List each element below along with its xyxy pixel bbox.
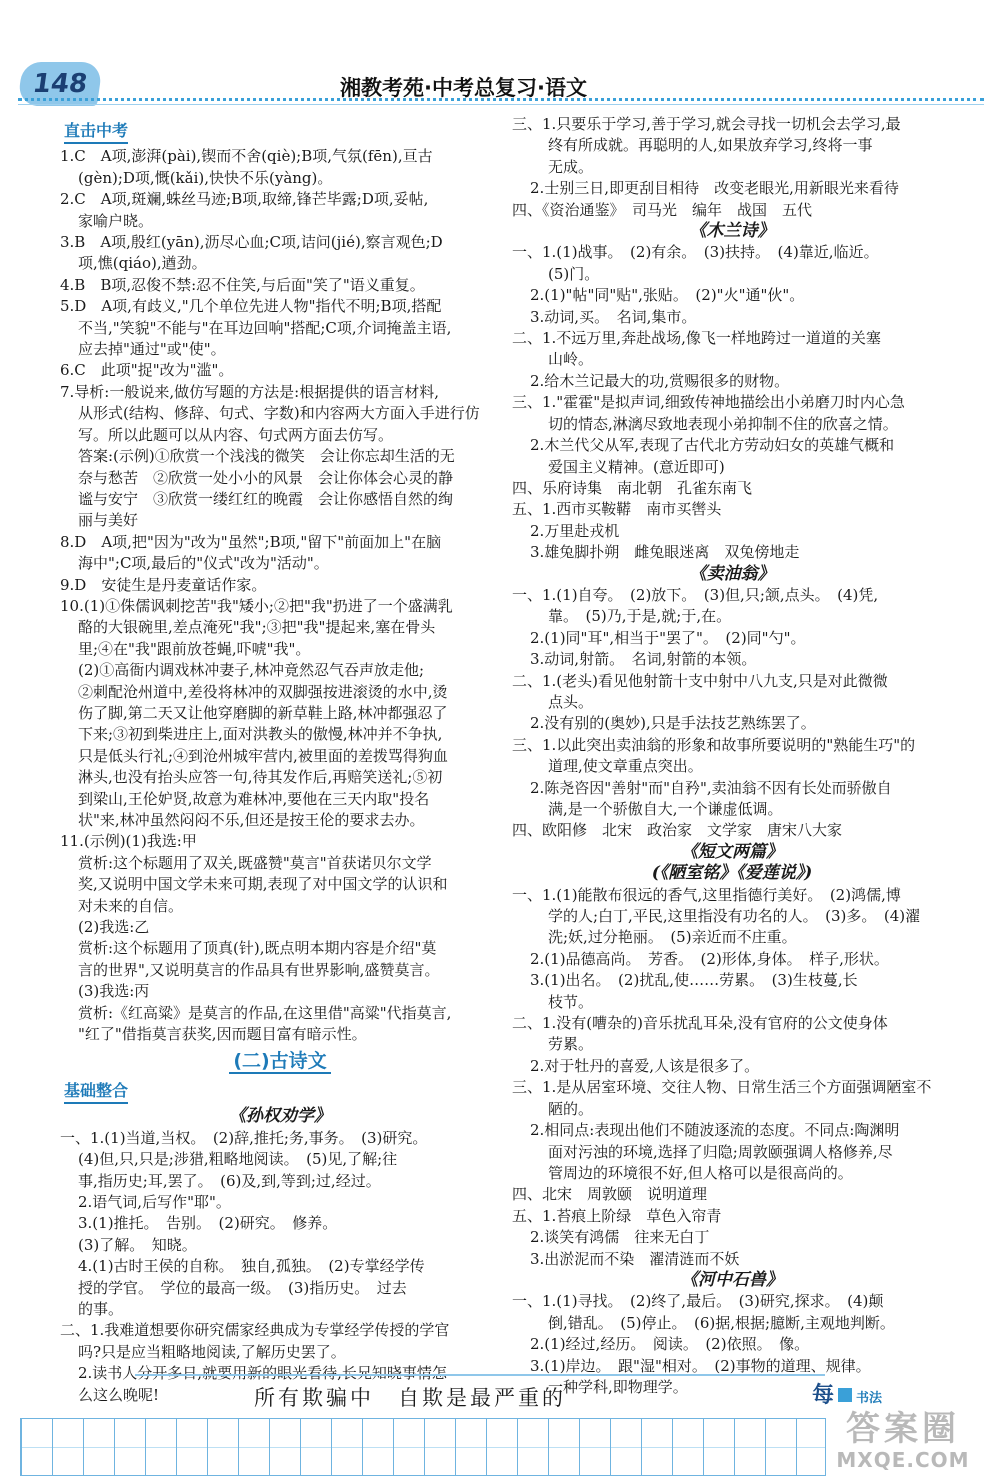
answer-line: 山岭。 [548,350,594,369]
section-heading-jichu: 基础整合 [64,1080,500,1104]
answer-line: 10.(1)①侏儒讽刺挖苦"我"矮小;②把"我"扔进了一个盛满乳 [60,596,453,615]
answer-line: 对未来的自信。 [78,896,184,915]
answer-line: 的事。 [78,1299,124,1318]
answer-line: 丽与美好 [78,511,139,530]
answer-list-sunquan-cont [512,114,952,221]
answer-line: 3.出淤泥而不染 濯清涟而不妖 [530,1249,740,1268]
answer-line: 二、1.(老头)看见他射箭十支中射中八九支,只是对此微微 [512,671,888,690]
answer-line: 么这么晚呢! [78,1385,160,1404]
footer-motto: 所有欺骗中 自欺是最严重的 [254,1386,566,1410]
answer-line: 二、1.不远万里,奔赴战场,像飞一样地跨过一道道的关塞 [512,329,881,348]
left-column [60,118,500,1406]
answer-line: 答案:(示例)①欣赏一个浅浅的微笑 会让你忘却生活的无 [78,447,455,466]
answer-line: 2.C A项,斑斓,蛛丝马迹;B项,取缔,锋芒毕露;D项,妥帖, [60,190,429,209]
answer-line: 状"来,林冲虽然闷闷不乐,但还是按王伦的要求去办。 [78,811,425,829]
footer-divider [135,1374,825,1376]
answer-line: 4.B B项,忍俊不禁:忍不住笑,与后面"笑了"语义重复。 [60,275,425,294]
book-title: 湘教考苑·中考总复习·语文 [340,76,587,100]
answer-line: 四、乐府诗集 南北朝 孔雀东南飞 [512,478,753,497]
answer-line: 8.D A项,把"因为"改为"虽然";B项,"留下"前面加上"在脑 [60,532,442,551]
answer-line: 切的情态,淋漓尽致地表现小弟抑制不住的欣喜之情。 [548,414,898,433]
answer-line: 劳累。 [548,1035,594,1054]
answer-line: 项,憔(qiáo),遒劲。 [78,254,207,273]
answer-line: 奖,又说明中国文学未来可期,表现了对中国文学的认识和 [78,875,448,894]
answer-line: 奈与愁苦 ②欣赏一处小小的风景 会让你体会心灵的静 [78,468,454,487]
answer-line: 道理,使文章重点突出。 [548,757,703,776]
answer-line: ②刺配沧州道中,差役将林冲的双脚强按进滚烫的水中,烫 [78,682,448,701]
answer-line: 2.给木兰记最大的功,赏赐很多的财物。 [530,371,790,390]
answer-line: 三、1.只要乐于学习,善于学习,就会寻找一切机会去学习,最 [512,115,901,133]
answer-line: "红了"借指莫言获奖,因而题目富有暗示性。 [78,1025,367,1044]
answer-line: 从形式(结构、修辞、句式、字数)和内容两大方面入手进行仿 [78,404,480,423]
answer-line: 一种学科,即物理学。 [548,1377,688,1396]
answer-line: 3.(1)出名。 (2)扰乱,使……劳累。 (3)生枝蔓,长 [530,971,858,990]
answer-line: 4.(1)古时王侯的自称。 独自,孤独。 (2)专掌经学传 [78,1257,425,1276]
answer-line: 2.谈笑有鸿儒 往来无白丁 [530,1228,710,1247]
chapter-title: (二)古诗文 [60,1051,500,1073]
right-column [512,114,952,1398]
answer-line: 五、1.西市买鞍鞯 南市买辔头 [512,500,722,519]
answer-line: 11.(示例)(1)我选:甲 [60,832,197,851]
answer-line: (4)但,只,只是;涉猎,粗略地阅读。 (5)见,了解;往 [78,1150,398,1169]
header-divider [18,98,984,101]
answer-line: 2.木兰代父从军,表现了古代北方劳动妇女的英雄气概和 [530,436,895,455]
answer-line: (3)了解。 知晓。 [78,1235,197,1254]
answer-line: 枝节。 [548,992,594,1011]
answer-line: 2.(1)"帖"同"贴",张贴。 (2)"火"通"伙"。 [530,286,805,305]
answer-line: 终有所成就。再聪明的人,如果放弃学习,终将一事 [548,136,873,155]
answer-line: (5)门。 [548,264,600,283]
answer-line: 爱国主义精神。(意近即可) [548,457,725,476]
answer-line: 2.读书人分开多日,就要用新的眼光看待,长兄知晓事情怎 [78,1364,447,1383]
answer-line: 三、1.是从居室环境、交往人物、日常生活三个方面强调陋室不 [512,1078,932,1097]
answer-line: 倒,错乱。 (5)停止。 (6)据,根据;臆断,主观地判断。 [548,1313,895,1332]
answer-line: 二、1.我难道想要你研究儒家经典成为专掌经学传授的学官 [60,1321,450,1340]
answer-line: 下来;③初到柴进庄上,面对洪教头的傲慢,林冲并不争执, [78,725,443,744]
answer-line: 伤了脚,第二天又让他穿磨脚的新草鞋上路,林冲都强忍了 [78,703,448,722]
lesson-title-hezhong: 《河中石兽》 [681,1269,783,1290]
answer-line: 四、北宋 周敦颐 说明道理 [512,1185,708,1204]
section-heading-zhiji: 直击中考 [64,120,500,144]
answer-line: 2.对于牡丹的喜爱,人该是很多了。 [530,1056,760,1075]
answer-line: 赏析:这个标题用了双关,既盛赞"莫言"首获诺贝尔文学 [78,853,432,872]
answer-line: 学的人;白丁,平民,这里指没有功名的人。 (3)多。 (4)濯 [548,907,921,926]
page-footer [0,1374,1000,1484]
answer-line: 无成。 [548,157,594,176]
answer-line: 淋头,也没有抬头应答一句,待其发作后,再赔笑送礼;⑤初 [78,768,443,787]
answer-line: 2.语气词,后写作"耶"。 [78,1192,231,1211]
answer-line: 一、1.(1)能散布很远的香气,这里指德行美好。 (2)鸿儒,博 [512,885,901,904]
answer-line: 点头。 [548,692,594,711]
answer-line: 2.万里赴戎机 [530,521,620,540]
answer-line: 满,是一个骄傲自大,一个谦虚低调。 [548,800,783,818]
answer-line: 2.士别三日,即更刮目相待 改变老眼光,用新眼光来看待 [530,179,899,198]
lesson-title-sunquan: 《孙权劝学》 [229,1106,331,1127]
answer-list-duanwen [512,885,952,1270]
answer-line: 3.动词,射箭。 名词,射箭的本领。 [530,650,757,669]
brand-logo: 每 书法 [812,1383,883,1408]
answer-line: 写。所以此题可以从内容、句式两方面去仿写。 [78,425,394,444]
page-header [0,0,1000,110]
answer-line: 四、《资治通鉴》 司马光 编年 战国 五代 [512,200,813,219]
answer-line: 2.(1)同"耳",相当于"罢了"。 (2)同"勺"。 [530,628,806,647]
answer-line: 三、1.以此突出卖油翁的形象和故事所要说明的"熟能生巧"的 [512,735,916,754]
answer-line: 2.相同点:表现出他们不随波逐流的态度。不同点:陶渊明 [530,1121,900,1140]
answer-line: 酪的大银碗里,差点淹死"我";③把"我"提起来,塞在骨头 [78,618,436,637]
answer-line: 四、欧阳修 北宋 政治家 文学家 唐宋八大家 [512,821,843,840]
answer-line: 二、1.没有(嘈杂的)音乐扰乱耳朵,没有官府的公文使身体 [512,1014,888,1033]
answer-line: (2)①高衙内调戏林冲妻子,林冲竟然忍气吞声放走他; [78,661,425,680]
answer-line: 家喻户晓。 [78,211,154,230]
answer-line: 陋的。 [548,1099,594,1118]
answer-line: 赏析:这个标题用了顶真(针),既点明本期内容是介绍"莫 [78,939,437,958]
answer-line: 一、1.(1)战事。 (2)有余。 (3)扶持。 (4)靠近,临近。 [512,243,879,262]
watermark: 答案圈 MXQE.COM [836,1409,970,1472]
answer-line: 3.(1)岸边。 跟"湿"相对。 (2)事物的道理、规律。 [530,1356,871,1375]
answer-line: 到梁山,王伦妒贤,故意为难林冲,要他在三天内取"投名 [78,789,430,808]
answer-line: 2.(1)品德高尚。 芳香。 (2)形体,身体。 样子,形状。 [530,949,889,968]
answer-line: 1.C A项,澎湃(pài),锲而不舍(qiè);B项,气氛(fēn),亘古 [60,147,433,166]
answer-line: (2)我选:乙 [78,918,150,937]
page-number: 148 [17,62,103,106]
answer-line: 3.雄兔脚扑朔 雌兔眼迷离 双兔傍地走 [530,543,800,562]
lesson-title-duanwen: 《短文两篇》 [681,841,783,862]
answer-line: 事,指历史;耳,罢了。 (6)及,到,等到;过,经过。 [78,1171,381,1190]
answer-line: 5.D A项,有歧义,"几个单位先进人物"指代不明;B项,搭配 [60,297,442,316]
answer-list-maiyou [512,585,952,842]
answer-line: 2.陈尧咨因"善射"而"自矜",卖油翁不因有长处而骄傲自 [530,778,892,797]
answer-line: 一、1.(1)自夸。 (2)放下。 (3)但,只;颔,点头。 (4)凭, [512,585,879,604]
answer-line: 靠。 (5)乃,于是,就;于,在。 [548,607,732,626]
answer-line: 3.(1)推托。 告别。 (2)研究。 修养。 [78,1214,338,1233]
answer-list-sunquan [60,1128,500,1406]
answer-line: 三、1."霍霍"是拟声词,细致传神地描绘出小弟磨刀时内心急 [512,393,905,412]
answer-line: 9.D 安徒生是丹麦童话作家。 [60,575,267,594]
answer-list-mulan [512,242,952,563]
header-divider-thin [18,104,984,105]
answer-line: 3.B A项,殷红(yān),沥尽心血;C项,诘问(jié),察言观色;D [60,233,443,252]
lesson-title-mulan: 《木兰诗》 [689,221,775,242]
answer-line: 五、1.苔痕上阶绿 草色入帘青 [512,1206,722,1225]
answer-list-zhiji [60,146,500,1045]
answer-line: 只是低头行礼;④到沧州城牢营内,被里面的差拨骂得狗血 [78,746,448,765]
lesson-subtitle-duanwen: (《陋室铭》《爱莲说》) [651,863,813,884]
answer-line: 洗;妖,过分艳丽。 (5)亲近而不庄重。 [548,928,797,947]
answer-line: 一、1.(1)当道,当权。 (2)辞,推托;务,事务。 (3)研究。 [60,1128,428,1147]
answer-line: (gèn);D项,慨(kǎi),快快不乐(yàng)。 [78,168,333,187]
answer-line: 吗?只是应当粗略地阅读,了解历史罢了。 [78,1342,346,1361]
answer-line: 应去掉"通过"或"使"。 [78,340,226,359]
answer-line: 授的学官。 学位的最高一级。 (3)指历史。 过去 [78,1278,407,1297]
answer-line: 管周边的环境很不好,但人格可以是很高尚的。 [548,1163,853,1182]
answer-line: 一、1.(1)寻找。 (2)终了,最后。 (3)研究,探求。 (4)颠 [512,1292,884,1311]
answer-line: 赏析:《红高粱》是莫言的作品,在这里借"高粱"代指莫言, [78,1003,452,1022]
answer-line: (3)我选:丙 [78,982,150,1001]
answer-line: 言的世界",又说明莫言的作品具有世界影响,盛赞莫言。 [78,960,440,979]
answer-line: 面对污浊的环境,选择了归隐;周敦颐强调人格修养,尽 [548,1142,893,1161]
answer-line: 不当,"笑貌"不能与"在耳边回响"搭配;C项,介词掩盖主语, [78,318,452,337]
answer-line: 里;④在"我"跟前放苍蝇,吓唬"我"。 [78,639,311,658]
answer-line: 6.C 此项"捉"改为"滥"。 [60,361,234,380]
answer-line: 谧与安宁 ③欣赏一缕红红的晚霞 会让你感悟自然的绚 [78,489,454,508]
lesson-title-maiyou: 《卖油翁》 [689,563,775,584]
answer-line: 2.(1)经过,经历。 阅读。 (2)依照。 像。 [530,1335,810,1354]
answer-line: 海中";C项,最后的"仪式"改为"活动"。 [78,554,329,573]
answer-line: 3.动词,买。 名词,集市。 [530,307,697,326]
answer-line: 2.没有别的(奥妙),只是手法技艺熟练罢了。 [530,714,816,733]
brand-square-icon [838,1388,852,1402]
answer-line: 7.导析:一般说来,做仿写题的方法是:根据提供的语言材料, [60,382,439,401]
calligraphy-practice-grid [20,1418,826,1476]
